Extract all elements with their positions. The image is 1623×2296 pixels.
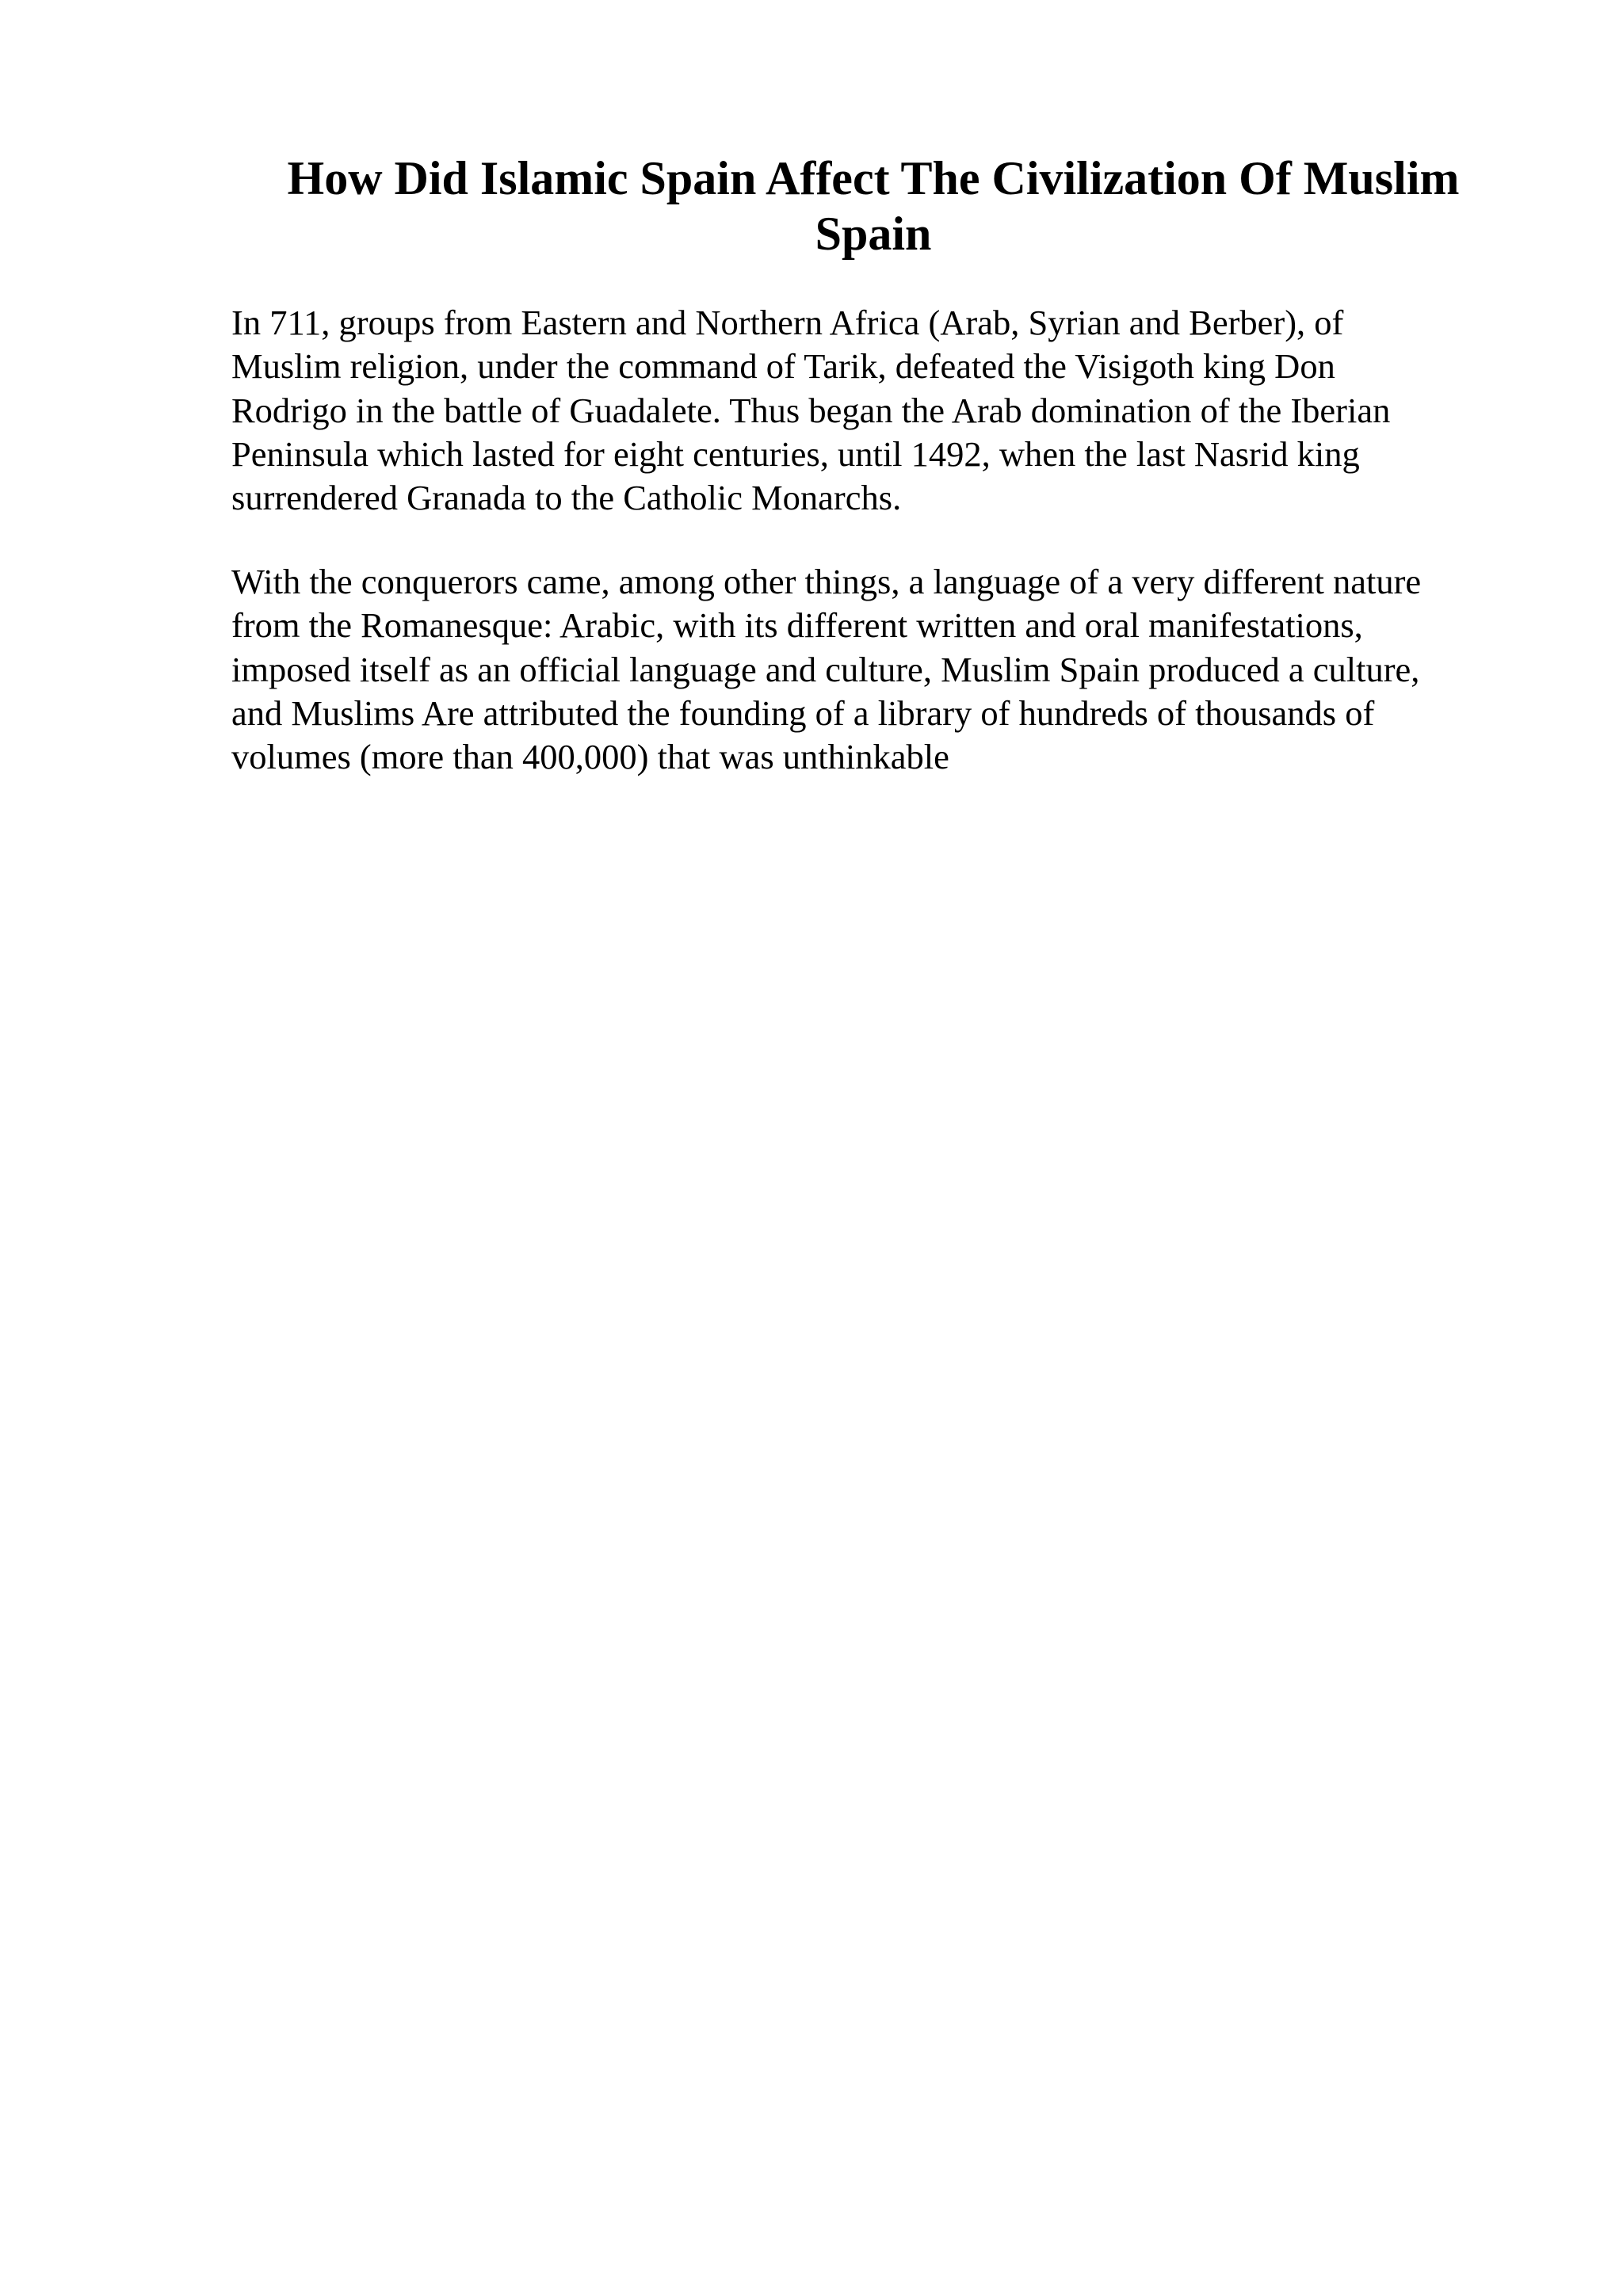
- text-line: Muslim religion, under the command of Tarik, defeated the Visigoth king Don: [231, 346, 1335, 387]
- text-line: Peninsula which lasted for eight centuries, until 1492, when the last Nasrid king: [231, 433, 1360, 474]
- title-line: How Did Islamic Spain Affect The Civilization Of Muslim: [287, 152, 1460, 204]
- paragraph-conquest: [231, 301, 1499, 520]
- page-title: [231, 151, 1515, 261]
- paragraph-language-culture: [231, 560, 1499, 779]
- text-line: volumes (more than 400,000) that was unthinkable: [231, 737, 949, 777]
- text-line: With the conquerors came, among other things, a language of a very different nature: [231, 562, 1422, 601]
- text-line: surrendered Granada to the Catholic Monarchs.: [231, 478, 902, 518]
- text-line: In 711, groups from Eastern and Northern Africa (Arab, Syrian and Berber), of: [231, 303, 1344, 342]
- text-line: from the Romanesque: Arabic, with its different written and oral manifestations,: [231, 605, 1363, 646]
- title-line: Spain: [815, 208, 932, 260]
- text-line: and Muslims Are attributed the founding of a library of hundreds of thousands of: [231, 692, 1375, 733]
- text-line: Rodrigo in the battle of Guadalete. Thus began the Arab domination of the Iberian: [231, 390, 1391, 430]
- text-line: imposed itself as an official language and culture, Muslim Spain produced a culture,: [231, 649, 1420, 689]
